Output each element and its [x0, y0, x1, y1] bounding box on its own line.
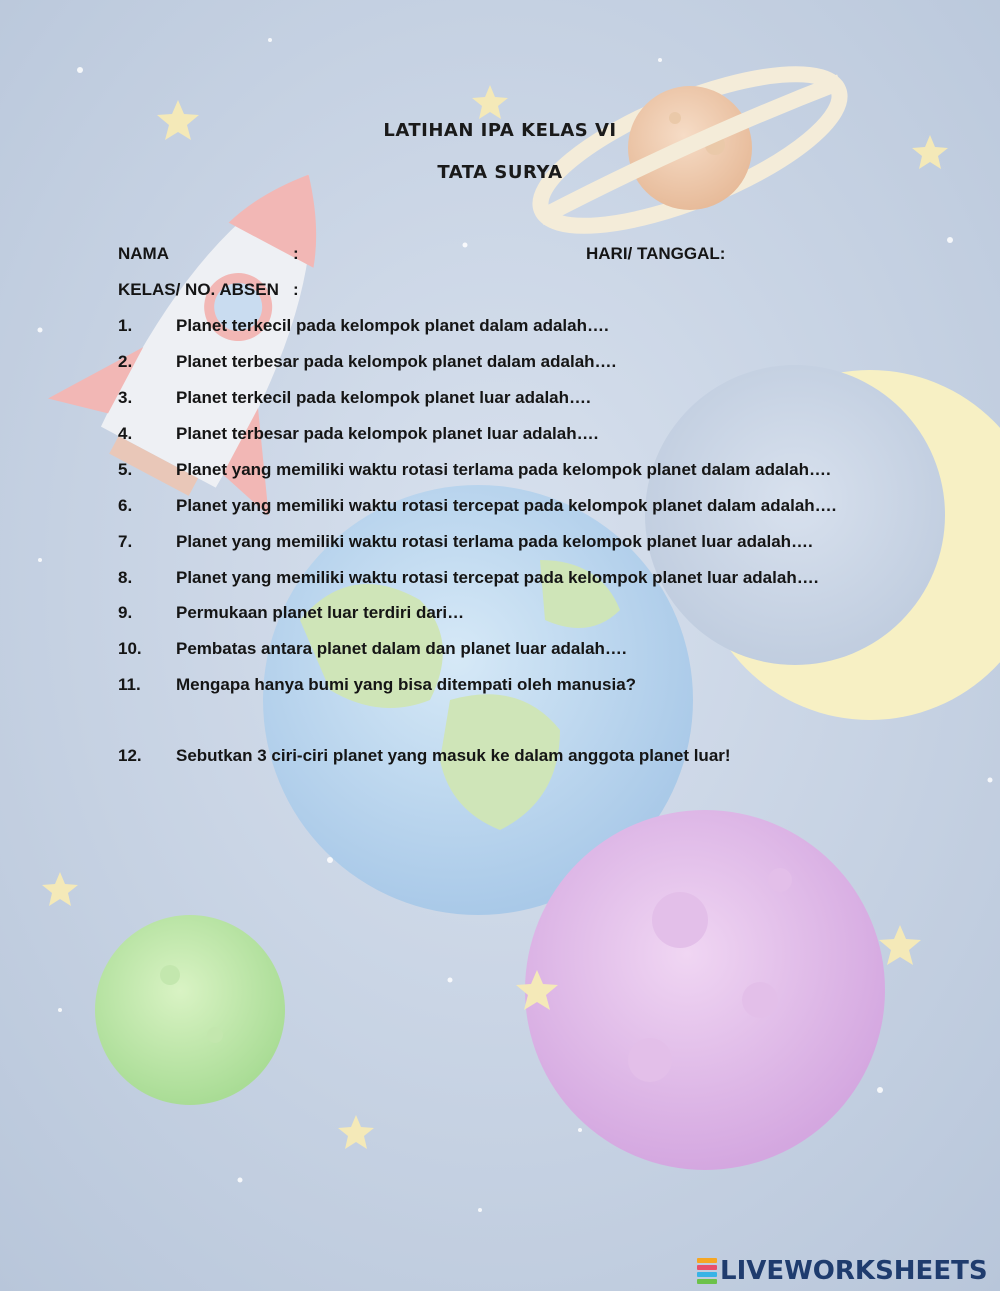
question-text: Planet terkecil pada kelompok planet luar adalah….	[176, 388, 591, 407]
question-text: Planet yang memiliki waktu rotasi terlama pada kelompok planet dalam adalah….	[176, 460, 831, 479]
purple-planet-illustration	[525, 810, 885, 1170]
kelas-absen-label: KELAS/ NO. ABSEN	[118, 280, 279, 299]
question-text: Planet yang memiliki waktu rotasi tercepat pada kelompok planet dalam adalah….	[176, 496, 837, 515]
question-text: Planet terbesar pada kelompok planet dalam adalah….	[176, 352, 617, 371]
nama-label: NAMA	[118, 244, 169, 263]
question-number: 1.	[118, 316, 133, 335]
question-number: 10.	[118, 639, 142, 658]
tanggal-label: HARI/ TANGGAL:	[586, 244, 726, 263]
worksheet-title: LATIHAN IPA KELAS VI	[383, 120, 617, 141]
question-text: Mengapa hanya bumi yang bisa ditempati oleh manusia?	[176, 675, 637, 694]
green-planet-illustration	[95, 915, 285, 1105]
kelas-absen-colon: :	[293, 280, 299, 299]
question-number: 3.	[118, 388, 133, 407]
question-number: 5.	[118, 460, 133, 479]
question-text: Planet yang memiliki waktu rotasi tercepat pada kelompok planet luar adalah….	[176, 568, 819, 587]
question-number: 4.	[118, 424, 133, 443]
question-number: 11.	[118, 675, 141, 694]
question-number: 7.	[118, 532, 133, 551]
worksheet-subtitle: TATA SURYA	[437, 162, 563, 183]
question-number: 6.	[118, 496, 133, 515]
question-text: Planet terbesar pada kelompok planet luar adalah….	[176, 424, 599, 443]
logo-text: LIVEWORKSHEETS	[720, 1256, 988, 1286]
liveworksheets-logo[interactable]	[697, 1256, 988, 1286]
question-number: 8.	[118, 568, 133, 587]
question-number: 9.	[118, 603, 133, 622]
nama-colon: :	[293, 244, 299, 263]
question-number: 2.	[118, 352, 133, 371]
question-text: Planet yang memiliki waktu rotasi terlama pada kelompok planet luar adalah….	[176, 532, 813, 551]
question-text: Pembatas antara planet dalam dan planet luar adalah….	[176, 639, 627, 658]
question-text: Planet terkecil pada kelompok planet dalam adalah….	[176, 316, 609, 335]
question-text: Sebutkan 3 ciri-ciri planet yang masuk ke dalam anggota planet luar!	[176, 746, 731, 765]
question-number: 12.	[118, 746, 142, 765]
liveworksheets-logo-icon	[697, 1258, 717, 1284]
question-text: Permukaan planet luar terdiri dari…	[176, 603, 465, 622]
